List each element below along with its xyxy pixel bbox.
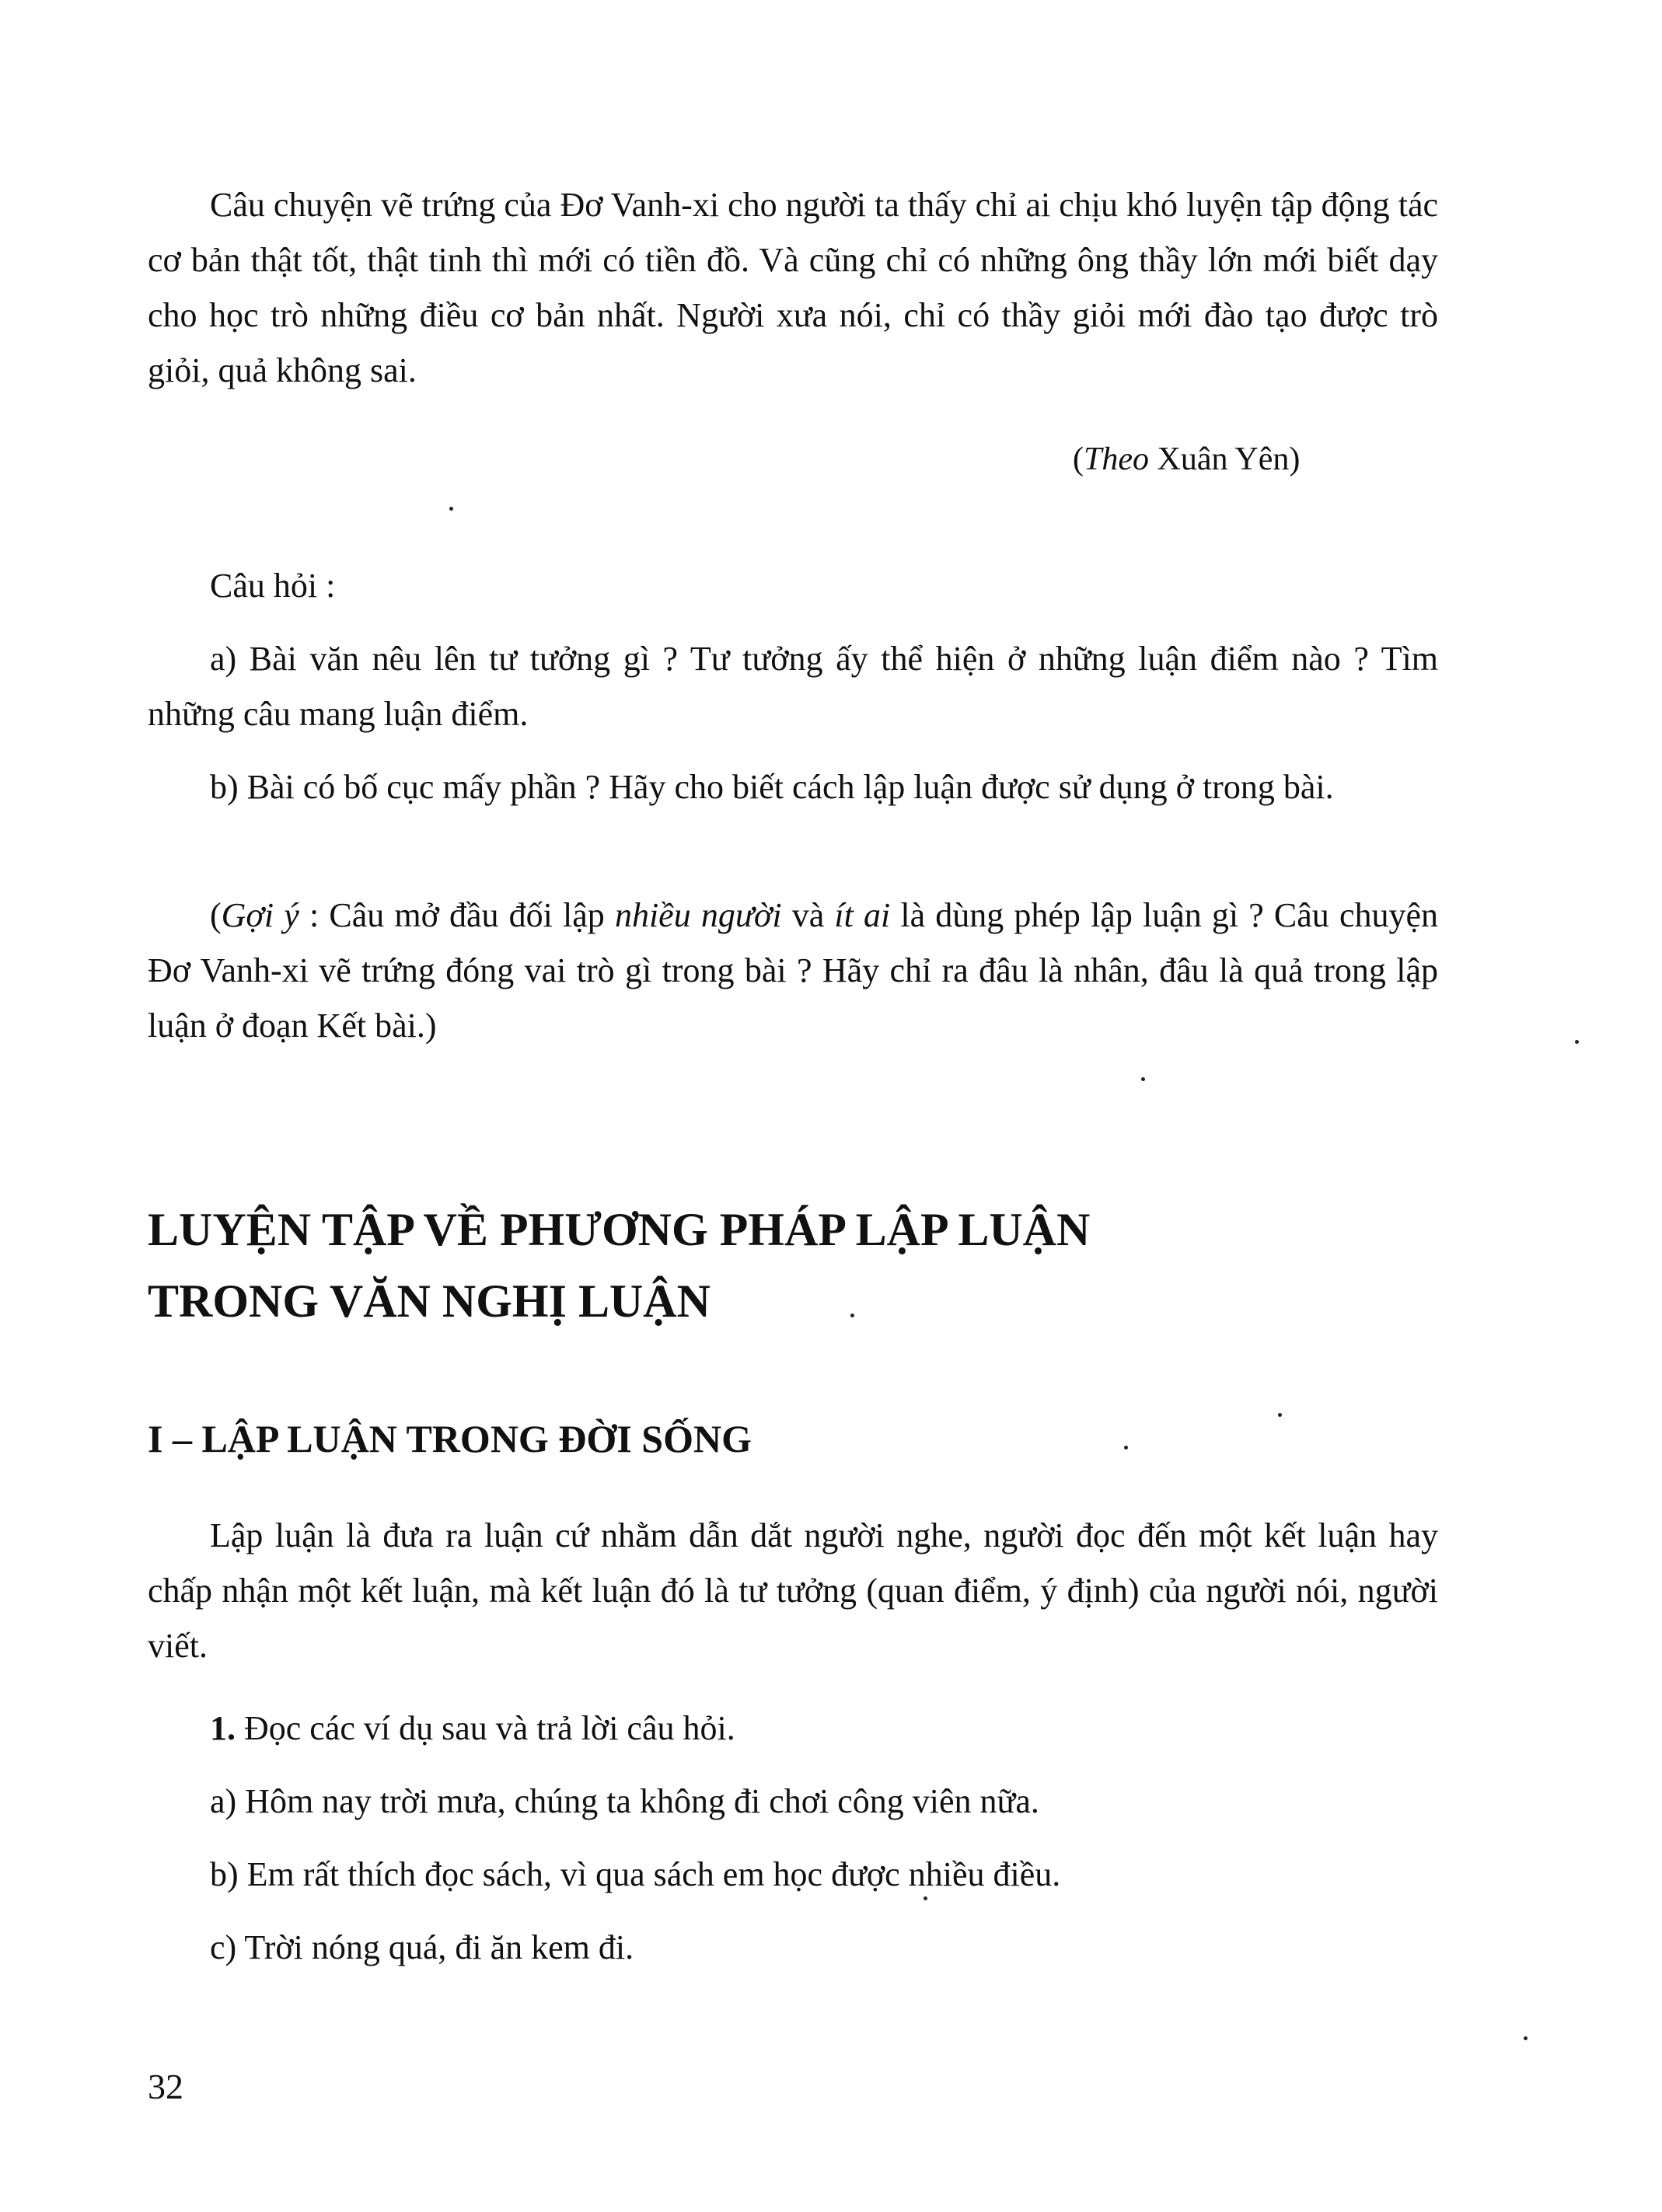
hint-paragraph — [148, 888, 1438, 1053]
scan-speck — [1575, 1040, 1579, 1044]
story-paragraph: Câu chuyện vẽ trứng của Đơ Vanh-xi cho người ta thấy chỉ ai chịu khó luyện tập động tác cơ bản thật tốt, thật tinh thì mới có tiền đồ. Và cũng chỉ có những ông thầy lớn mới biết dạy cho học trò những điều cơ bản nhất. Người xưa nói, chỉ có thầy giỏi mới đào tạo được trò giỏi, quả không sai. — [148, 186, 1438, 389]
exercise-text: Đọc các ví dụ sau và trả lời câu hỏi. — [236, 1709, 735, 1747]
question-a: a) Bài văn nêu lên tư tưởng gì ? Tư tưởng ấy thể hiện ở những luận điểm nào ? Tìm những câu mang luận điểm. — [148, 640, 1438, 733]
questions-label: Câu hỏi : — [210, 567, 336, 605]
hint-part1: : Câu mở đầu đối lập — [299, 896, 615, 934]
hint-term2: ít ai — [834, 896, 891, 934]
lesson-title-line1: LUYỆN TẬP VỀ PHƯƠNG PHÁP LẬP LUẬN — [148, 1204, 1091, 1255]
attribution-open: ( — [1073, 441, 1084, 477]
attribution-author: Xuân Yên) — [1149, 441, 1301, 477]
attribution-theo: Theo — [1084, 441, 1149, 477]
hint-term1: nhiều người — [614, 896, 782, 934]
definition-paragraph: Lập luận là đưa ra luận cứ nhằm dẫn dắt người nghe, người đọc đến một kết luận hay chấp nhận một kết luận, mà kết luận đó là tư tưởng (quan điểm, ý định) của người nói, người viết. — [148, 1516, 1438, 1665]
page-number: 32 — [148, 2067, 183, 2106]
section-heading: I – LẬP LUẬN TRONG ĐỜI SỐNG — [148, 1417, 752, 1460]
scan-speck — [924, 1896, 927, 1900]
attribution — [1073, 432, 1384, 487]
example-a: a) Hôm nay trời mưa, chúng ta không đi chơi công viên nữa. — [210, 1782, 1039, 1820]
scan-speck — [1124, 1446, 1128, 1450]
exercise-number: 1. — [210, 1709, 236, 1747]
example-c: c) Trời nóng quá, đi ăn kem đi. — [210, 1928, 634, 1966]
lesson-title-line2: TRONG VĂN NGHỊ LUẬN — [148, 1275, 711, 1327]
scan-speck — [1278, 1413, 1282, 1417]
hint-open: ( — [210, 896, 222, 934]
scan-speck — [850, 1314, 854, 1317]
scan-speck — [449, 507, 453, 511]
example-b: b) Em rất thích đọc sách, vì qua sách em học được nhiều điều. — [210, 1855, 1061, 1893]
question-b: b) Bài có bố cục mấy phần ? Hãy cho biết cách lập luận được sử dụng ở trong bài. — [210, 768, 1334, 806]
exercise-instruction — [148, 1701, 1438, 1756]
hint-label: Gợi ý — [221, 896, 299, 934]
hint-part2: là dùng phép lập luận gì ? Câu chuyện Đơ Vanh-xi vẽ trứng đóng vai trò gì trong bài ? Hãy chỉ ra đâu là nhân, đâu là quả trong lập luận ở đoạn Kết bài.) — [148, 896, 1439, 1045]
hint-and: và — [781, 896, 835, 934]
scan-speck — [1141, 1077, 1145, 1081]
scan-speck — [1524, 2036, 1528, 2040]
